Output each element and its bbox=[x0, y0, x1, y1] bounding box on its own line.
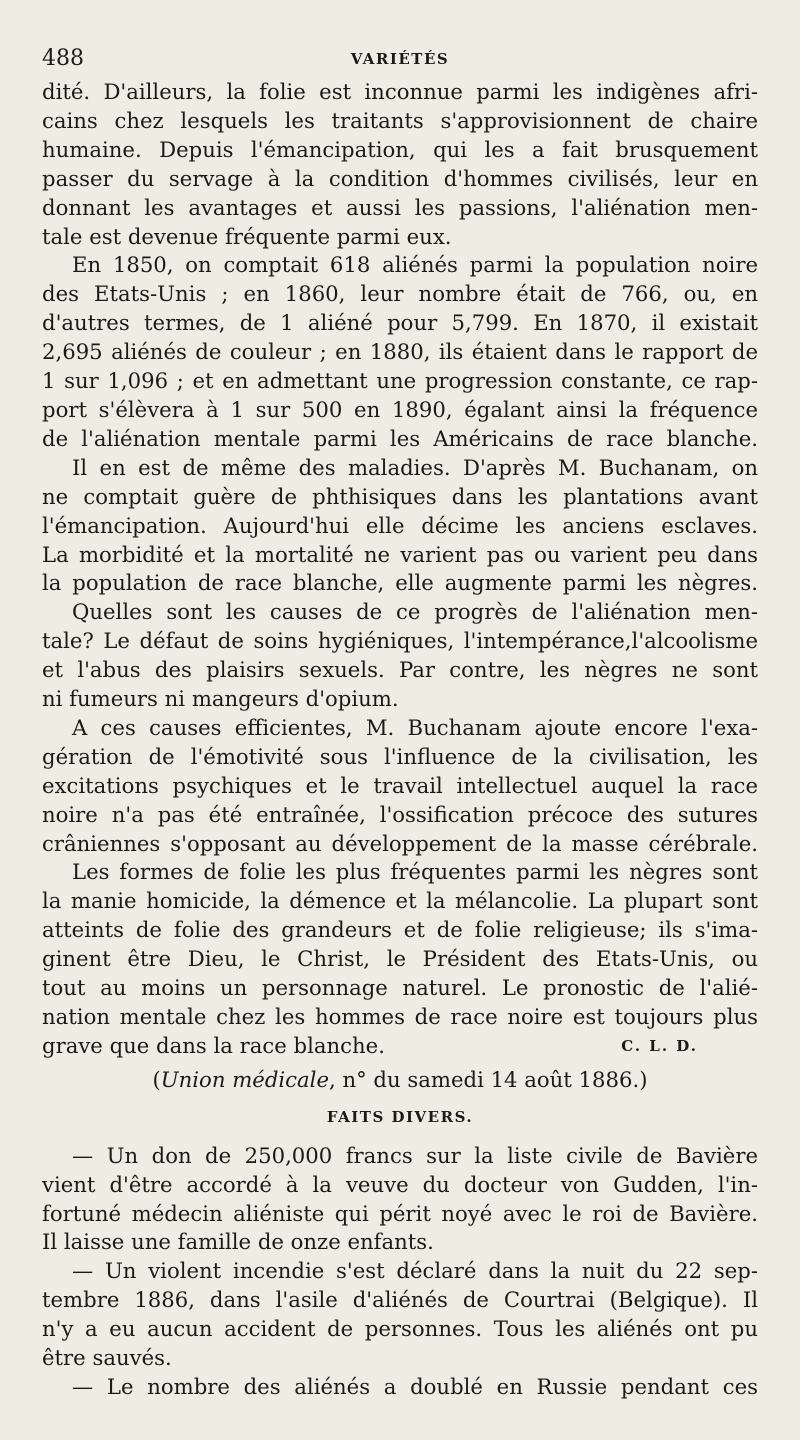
news-item-2 bbox=[42, 1257, 758, 1373]
paragraph-1 bbox=[42, 78, 758, 251]
text-line-with-signature bbox=[42, 1032, 758, 1061]
text-line: — Un don de 250,000 francs sur la liste civile de Bavière bbox=[72, 1142, 758, 1168]
text-line: dité. D'ailleurs, la folie est inconnue parmi les indigènes afri- bbox=[42, 79, 758, 104]
text-line: d'autres termes, de 1 aliéné pour 5,799. En 1870, il existait bbox=[42, 310, 758, 336]
text-line: ginent être Dieu, le Christ, le Président des Etats-Unis, ou bbox=[42, 946, 758, 972]
text-line: donnant les avantages et aussi les passions, l'aliénation men- bbox=[42, 194, 758, 220]
text-line: gération de l'émotivité sous l'influence de la civilisation, les bbox=[42, 743, 758, 769]
text-line: humaine. Depuis l'émancipation, qui les a fait brusquement bbox=[42, 136, 758, 162]
news-item-3 bbox=[42, 1373, 758, 1402]
text-line: port s'élèvera à 1 sur 500 en 1890, égalant ainsi la fréquence bbox=[42, 396, 758, 422]
faits-divers-heading: FAITS DIVERS. bbox=[326, 1107, 474, 1126]
paragraph-3 bbox=[42, 454, 758, 599]
text-line: 2,695 aliénés de couleur ; en 1880, ils étaient dans le rapport de bbox=[42, 339, 758, 365]
citation-open-paren: ( bbox=[152, 1066, 161, 1092]
text-line: la manie homicide, la démence et la mélancolie. La plupart sont bbox=[42, 888, 758, 914]
text-line: noire n'a pas été entraînée, l'ossification précoce des sutures bbox=[42, 801, 758, 827]
text-line: et l'abus des plaisirs sexuels. Par contre, les nègres ne sont bbox=[42, 657, 758, 683]
article-body bbox=[42, 78, 758, 1402]
text-line: crâniennes s'opposant au développement de la masse cérébrale. bbox=[42, 830, 758, 856]
journal-name: Union médicale bbox=[160, 1066, 329, 1092]
paragraph-2 bbox=[42, 251, 758, 453]
text-line: ni fumeurs ni mangeurs d'opium. bbox=[42, 686, 399, 712]
text-line: Il en est de même des maladies. D'après M. Buchanam, on bbox=[72, 454, 758, 480]
author-signature: C. L. D. bbox=[621, 1036, 698, 1055]
text-line: tout au moins un personnage naturel. Le pronostic de l'alié- bbox=[42, 975, 758, 1001]
text-line: En 1850, on comptait 618 aliénés parmi la population noire bbox=[72, 252, 758, 278]
text-line: passer du servage à la condition d'hommes civilisés, leur en bbox=[42, 165, 758, 191]
text-line: La morbidité et la mortalité ne varient pas ou varient peu dans bbox=[42, 541, 758, 567]
text-line: de l'aliénation mentale parmi les Américains de race blanche. bbox=[42, 425, 758, 451]
text-line: la population de race blanche, elle augmente parmi les nègres. bbox=[42, 570, 758, 596]
section-title: VARIÉTÉS bbox=[350, 50, 450, 68]
paragraph-5 bbox=[42, 714, 758, 859]
text-line: être sauvés. bbox=[42, 1345, 172, 1371]
citation-details: , n° du samedi 14 août 1886.) bbox=[328, 1066, 648, 1092]
text-line: fortuné médecin aliéniste qui périt noyé avec le roi de Bavière. bbox=[42, 1200, 758, 1226]
text-line: cains chez lesquels les traitants s'approvisionnent de chaire bbox=[42, 107, 758, 133]
text-line: n'y a eu aucun accident de personnes. Tous les aliénés ont pu bbox=[42, 1316, 758, 1342]
text-line: excitations psychiques et le travail intellectuel auquel la race bbox=[42, 772, 758, 798]
text-line: des Etats-Unis ; en 1860, leur nombre était de 766, ou, en bbox=[42, 281, 758, 307]
running-head bbox=[42, 40, 758, 78]
text-line: tale est devenue fréquente parmi eux. bbox=[42, 223, 452, 249]
text-line: l'émancipation. Aujourd'hui elle décime les anciens esclaves. bbox=[42, 512, 758, 538]
paragraph-6 bbox=[42, 858, 758, 1060]
text-line: tale? Le défaut de soins hygiéniques, l'intempérance,l'alcoolisme bbox=[42, 628, 758, 654]
text-line: — Le nombre des aliénés a doublé en Russie pendant ces bbox=[72, 1373, 758, 1399]
text-line: nation mentale chez les hommes de race noire est toujours plus bbox=[42, 1004, 758, 1029]
news-item-1 bbox=[42, 1142, 758, 1258]
paragraph-4 bbox=[42, 598, 758, 714]
text-line: Les formes de folie les plus fréquentes parmi les nègres sont bbox=[72, 859, 758, 885]
text-line: atteints de folie des grandeurs et de folie religieuse; ils s'ima- bbox=[42, 917, 758, 943]
text-line: vient d'être accordé à la veuve du docteur von Gudden, l'in- bbox=[42, 1171, 758, 1197]
text-line: — Un violent incendie s'est déclaré dans la nuit du 22 sep- bbox=[72, 1258, 758, 1284]
text-line: A ces causes efficientes, M. Buchanam ajoute encore l'exa- bbox=[72, 714, 758, 740]
text-fragment: grave que dans la race blanche. bbox=[42, 1032, 385, 1058]
text-line: tembre 1886, dans l'asile d'aliénés de Courtrai (Belgique). Il bbox=[42, 1287, 758, 1313]
text-line: Il laisse une famille de onze enfants. bbox=[42, 1229, 434, 1255]
text-line: Quelles sont les causes de ce progrès de l'aliénation men- bbox=[72, 599, 758, 625]
source-citation bbox=[42, 1063, 758, 1097]
page-number: 488 bbox=[42, 46, 84, 71]
text-line: ne comptait guère de phthisiques dans les plantations avant bbox=[42, 483, 758, 509]
text-line: 1 sur 1,096 ; et en admettant une progression constante, ce rap- bbox=[42, 368, 758, 394]
